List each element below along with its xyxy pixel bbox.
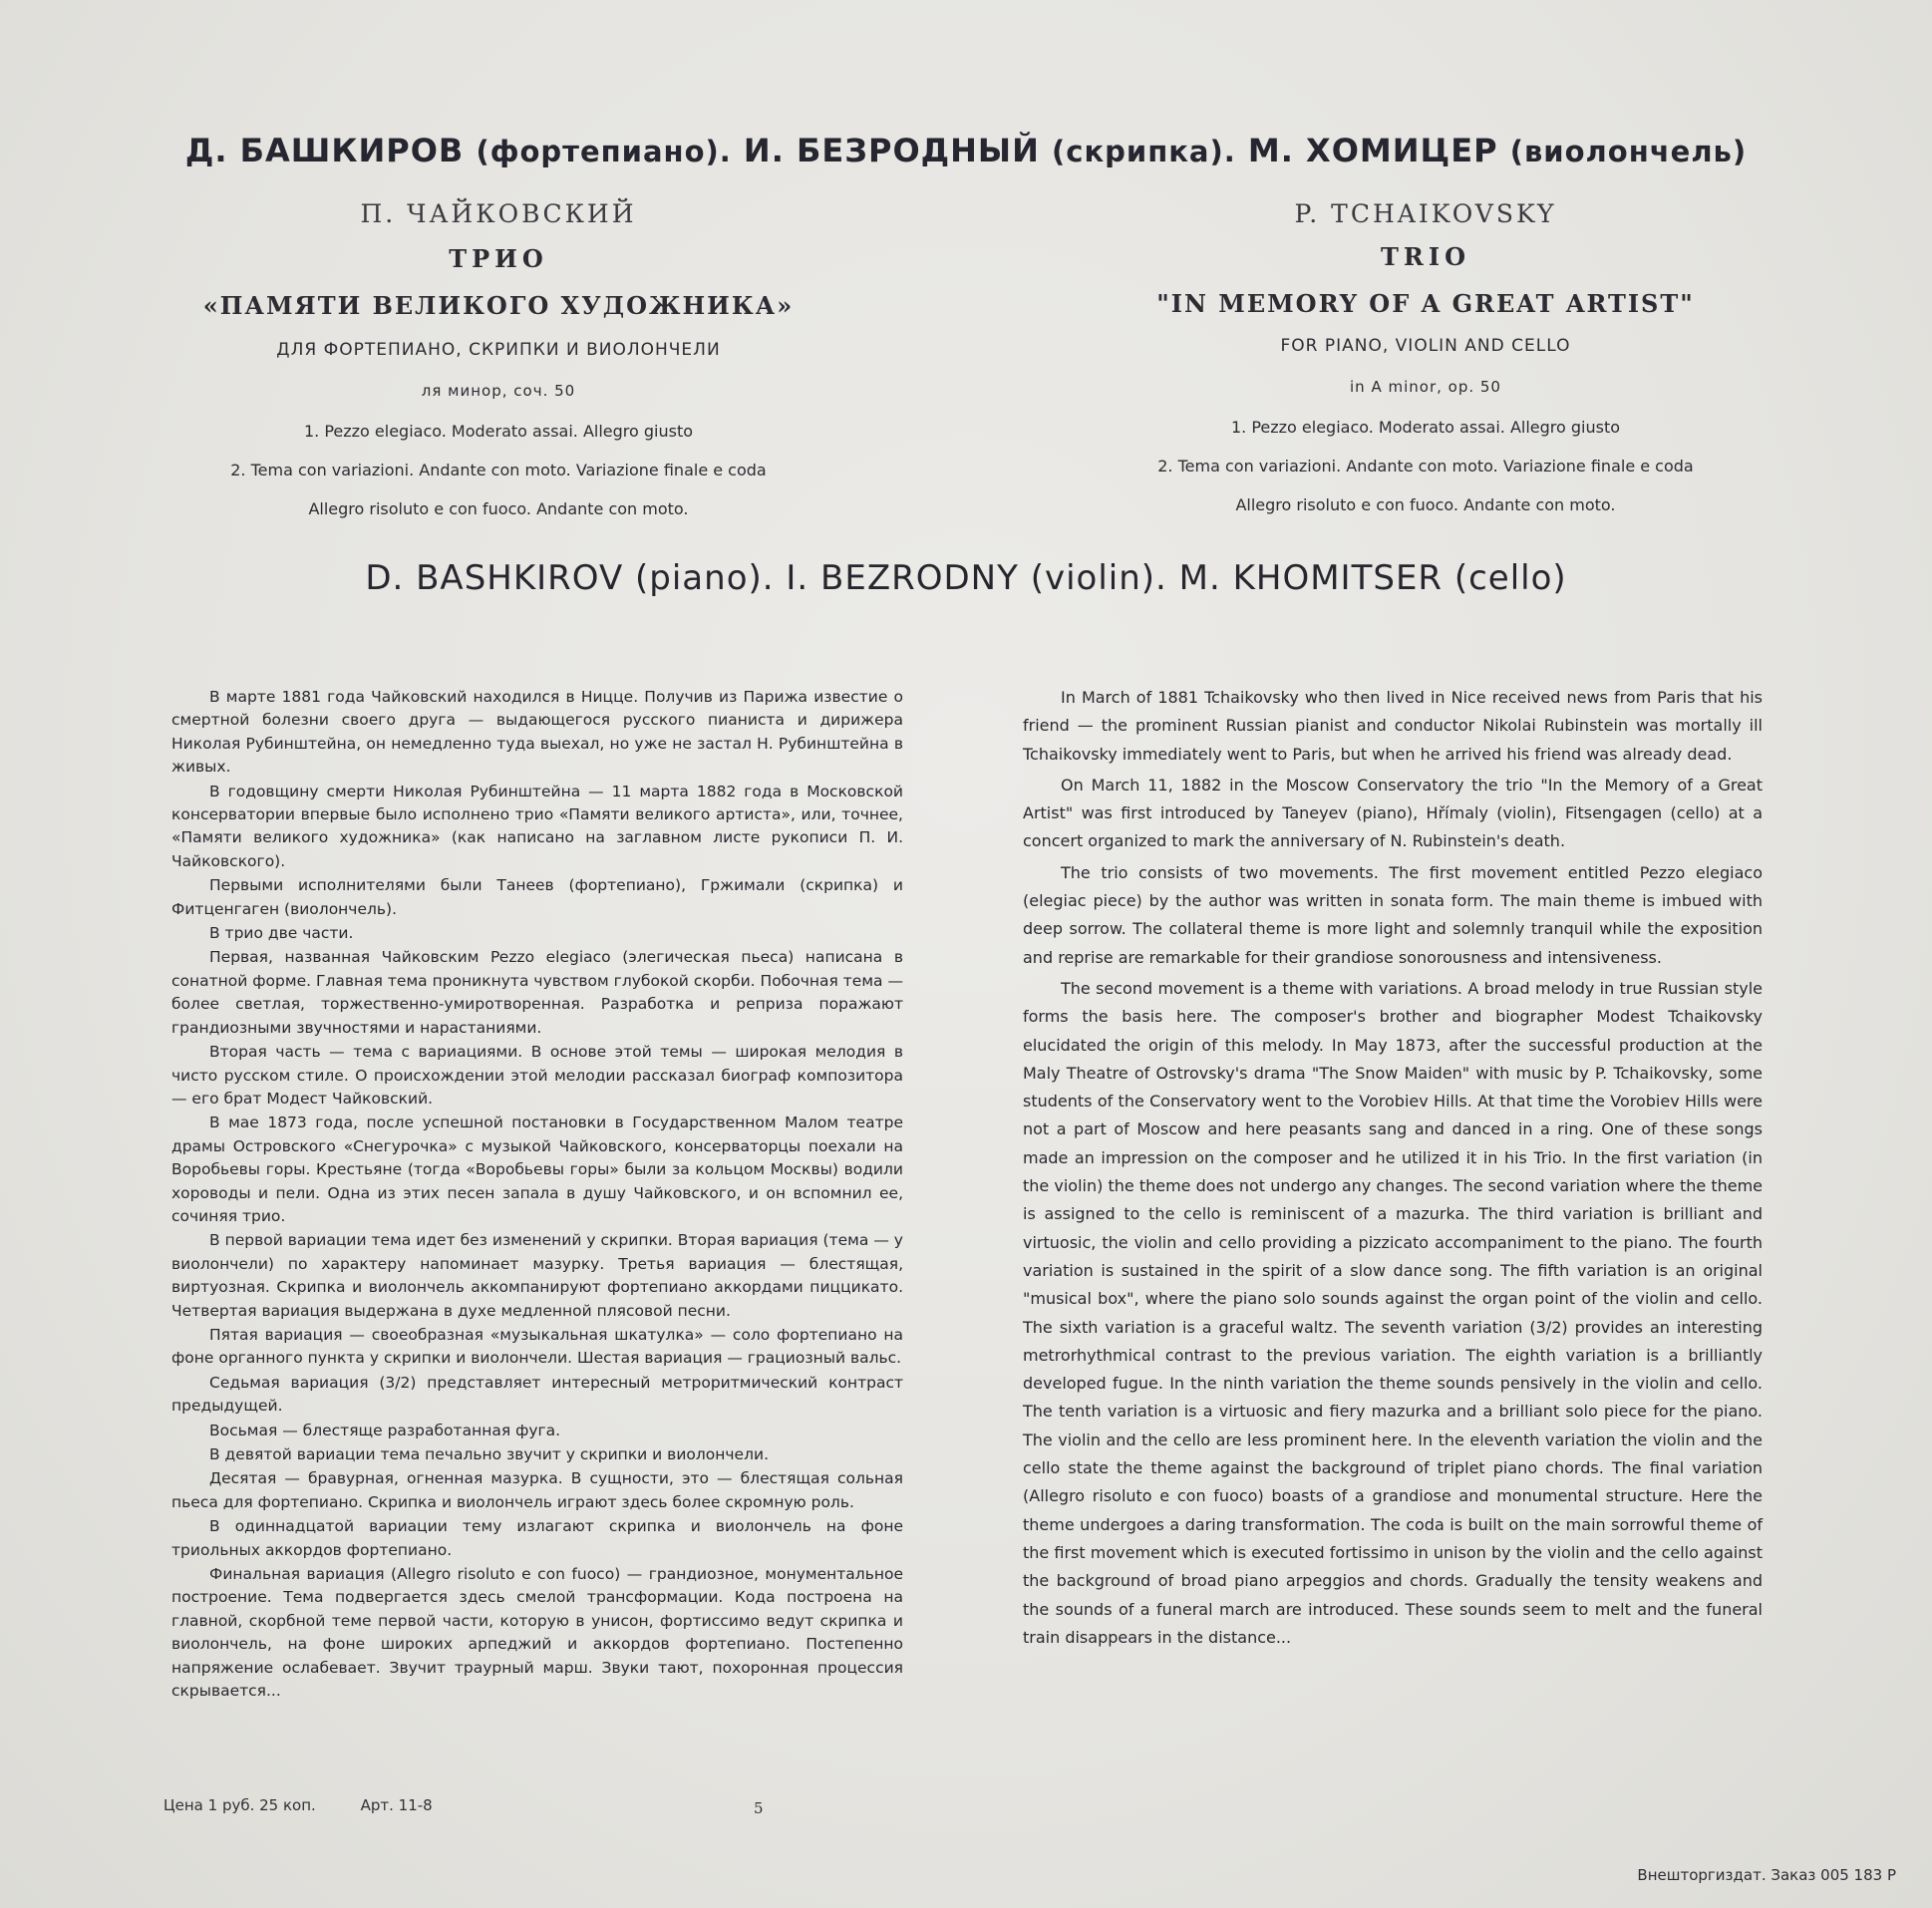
work-title-ru: ТРИО: [449, 244, 548, 273]
movement-3-en: Allegro risoluto e con fuoco. Andante con moto.: [1235, 495, 1616, 514]
work-subtitle-ru: «ПАМЯТИ ВЕЛИКОГО ХУДОЖНИКА»: [202, 291, 795, 320]
performer-1-name: Д. БАШКИРОВ: [184, 132, 465, 169]
composer-ru: П. ЧАЙКОВСКИЙ: [360, 199, 637, 228]
performer-1-instrument: (фортепиано).: [476, 135, 732, 168]
article-number: Арт. 11-8: [360, 1796, 433, 1814]
paragraph-en: On March 11, 1882 in the Moscow Conservatory the trio "In the Memory of a Great Artist" was first introduced by Taneyev (piano), Hřímaly (violin), Fitsengagen (cello) at a concert organized to mark the anniversary of N. Rubinstein's death.: [1023, 775, 1763, 851]
instrumentation-ru: ДЛЯ ФОРТЕПИАНО, СКРИПКИ И ВИОЛОНЧЕЛИ: [276, 340, 721, 360]
paragraph-ru: Пятая вариация — своеобразная «музыкальная шкатулка» — соло фортепиано на фоне органного пункта у скрипки и виолончели. Шестая вариация — грациозный вальс.: [171, 1325, 903, 1368]
performer-3-instrument: (виолончель): [1509, 135, 1748, 168]
paragraph-en: The trio consists of two movements. The first movement entitled Pezzo elegiaco (elegiac piece) by the author was written in sonata form. The main theme is imbued with deep sorrow. The collateral theme is more light and solemnly tranquil while the exposition and reprise are remarkable for their grandiose sonorousness and intensiveness.: [1023, 862, 1763, 967]
paragraph-ru: В годовщину смерти Николая Рубинштейна — 11 марта 1882 года в Московской консерватории впервые было исполнено трио «Памяти великого артиста», или, точнее, «Памяти великого художника» (как написано на заглавном листе рукописи П. И. Чайковского).: [171, 782, 903, 870]
paragraph-ru: В одиннадцатой вариации тему излагают скрипка и виолончель на фоне триольных аккордов фортепиано.: [171, 1517, 903, 1559]
paragraph-ru: В трио две части.: [209, 924, 354, 943]
russian-notes: [171, 686, 903, 1704]
paragraph-ru: Восьмая — блестяще разработанная фуга.: [209, 1421, 561, 1439]
english-work-header: [1097, 199, 1755, 534]
instrumentation-en: FOR PIANO, VIOLIN AND CELLO: [1280, 336, 1571, 356]
paragraph-ru: Вторая часть — тема с вариациями. В основе этой темы — широкая мелодия в чисто русском стиле. О происхождении этой мелодии рассказал биограф композитора — его брат Модест Чайковский.: [171, 1043, 903, 1108]
key-opus-ru: ля минор, соч. 50: [421, 382, 576, 400]
movement-1-en: 1. Pezzo elegiaco. Moderato assai. Allegro giusto: [1230, 418, 1621, 437]
work-subtitle-en: "IN MEMORY OF A GREAT ARTIST": [1156, 289, 1695, 318]
movement-3-ru: Allegro risoluto e con fuoco. Andante con moto.: [308, 499, 689, 518]
paragraph-en: The second movement is a theme with variations. A broad melody in true Russian style forms the basis here. The composer's brother and biographer Modest Tchaikovsky elucidated the origin of this melody. In May 1873, after the successful production at the Maly Theatre of Ostrovsky's drama "The Snow Maiden" with music by P. Tchaikovsky, some students of the Conservatory went to the Vorobiev Hills. At that time the Vorobiev Hills were not a part of Moscow and here peasants sang and danced in a ring. One of these songs made an impression on the composer and he utilized it in his Trio. In the first variation (in the violin) the theme does not undergo any changes. The second variation where the theme is assigned to the cello is reminiscent of a mazurka. The third variation is brilliant and virtuosic, the violin and cello providing a pizzicato accompaniment to the piano. The fourth variation is sustained in the spirit of a slow dance song. The fifth variation is an original "musical box", where the piano solo sounds against the organ point of the violin and cello. The sixth variation is a graceful waltz. The seventh variation (3/2) provides an interesting metrorhythmical contrast to the previous variation. The eighth variation is a brilliantly developed fugue. In the ninth variation the theme sounds pensively in the violin and cello. The tenth variation is a virtuosic and fiery mazurka and a brilliant solo piece for the piano. The violin and the cello are less prominent here. In the eleventh variation the violin and the cello state the theme against the background of triplet piano chords. The final variation (Allegro risoluto e con fuoco) boasts of a grandiose and monumental structure. Here the theme undergoes a daring transformation. The coda is built on the main sorrowful theme of the first movement which is executed fortissimo in unison by the violin and the cello against the background of broad piano arpeggios and chords. Gradually the tensity weakens and the sounds of a funeral march are introduced. These sounds seem to melt and the funeral train disappears in the distance...: [1023, 978, 1763, 1647]
publisher-order: Внешторгиздат. Заказ 005 183 Р: [1637, 1866, 1896, 1884]
performer-2-instrument: (скрипка).: [1052, 135, 1236, 168]
english-notes: [1023, 684, 1763, 1655]
paragraph-ru: Финальная вариация (Allegro risoluto e con fuoco) — грандиозное, монументальное построение. Тема подвергается здесь смелой трансформации. Кода построена на главной, скорбной теме первой части, которую в унисон, фортиссимо ведут скрипка и виолончель, на фоне широких арпеджий и аккордов фортепиано. Постепенно напряжение ослабевает. Звучит траурный марш. Звуки тают, похоронная процессия скрывается...: [171, 1565, 903, 1701]
movement-2-en: 2. Tema con variazioni. Andante con moto. Variazione finale e coda: [1157, 457, 1694, 476]
page-number: 5: [754, 1799, 764, 1817]
performers-russian: [0, 132, 1932, 169]
movement-1-ru: 1. Pezzo elegiaco. Moderato assai. Allegro giusto: [303, 422, 694, 441]
performers-english: D. BASHKIROV (piano). I. BEZRODNY (violin). M. KHOMITSER (cello): [365, 558, 1567, 598]
paragraph-ru: В девятой вариации тема печально звучит у скрипки и виолончели.: [209, 1445, 769, 1463]
paragraph-en: In March of 1881 Tchaikovsky who then lived in Nice received news from Paris that his friend — the prominent Russian pianist and conductor Nikolai Rubinstein was mortally ill Tchaikovsky immediately went to Paris, but when he arrived his friend was already dead.: [1023, 688, 1763, 764]
russian-work-header: [169, 199, 827, 538]
paragraph-ru: В марте 1881 года Чайковский находился в Ницце. Получив из Парижа известие о смертной болезни своего друга — выдающегося русского пианиста и дирижера Николая Рубинштейна, он немедленно туда выехал, но уже не застал Н. Рубинштейна в живых.: [171, 688, 903, 777]
key-opus-en: in A minor, op. 50: [1350, 378, 1501, 396]
paragraph-ru: В мае 1873 года, после успешной постановки в Государственном Малом театре драмы Островского «Снегурочка» с музыкой Чайковского, консерваторцы поехали на Воробьевы горы. Крестьяне (тогда «Воробьевы горы» были за кольцом Москвы) водили хороводы и пели. Одна из этих песен запала в душу Чайковского, и он вспомнил ее, сочиняя трио.: [171, 1113, 903, 1225]
paragraph-ru: Первыми исполнителями были Танеев (фортепиано), Гржимали (скрипка) и Фитценгаген (виолончель).: [171, 876, 903, 918]
composer-en: P. TCHAIKOVSKY: [1294, 199, 1557, 228]
performer-3-name: М. ХОМИЦЕР: [1247, 132, 1498, 169]
price-article-line: [163, 1796, 473, 1814]
performer-2-name: И. БЕЗРОДНЫЙ: [743, 132, 1040, 169]
paragraph-ru: Десятая — бравурная, огненная мазурка. В сущности, это — блестящая сольная пьеса для фортепиано. Скрипка и виолончель играют здесь более скромную роль.: [171, 1469, 903, 1511]
paragraph-ru: Первая, названная Чайковским Pezzo elegiaco (элегическая пьеса) написана в сонатной форме. Главная тема проникнута чувством глубокой скорби. Побочная тема — более светлая, торжественно-умиротворенная. Разработка и реприза поражают грандиозными звучностями и нарастаниями.: [171, 948, 903, 1037]
paragraph-ru: Седьмая вариация (3/2) представляет интересный метроритмический контраст предыдущей.: [171, 1373, 903, 1416]
paragraph-ru: В первой вариации тема идет без изменений у скрипки. Вторая вариация (тема — у виолончели) по характеру напоминает мазурку. Третья вариация — блестящая, виртуозная. Скрипка и виолончель аккомпанируют фортепиано аккордами пиццикато. Четвертая вариация выдержана в духе медленной плясовой песни.: [171, 1231, 903, 1320]
price: Цена 1 руб. 25 коп.: [163, 1796, 316, 1814]
movement-2-ru: 2. Tema con variazioni. Andante con moto. Variazione finale e coda: [230, 461, 767, 479]
work-title-en: TRIO: [1381, 242, 1470, 271]
